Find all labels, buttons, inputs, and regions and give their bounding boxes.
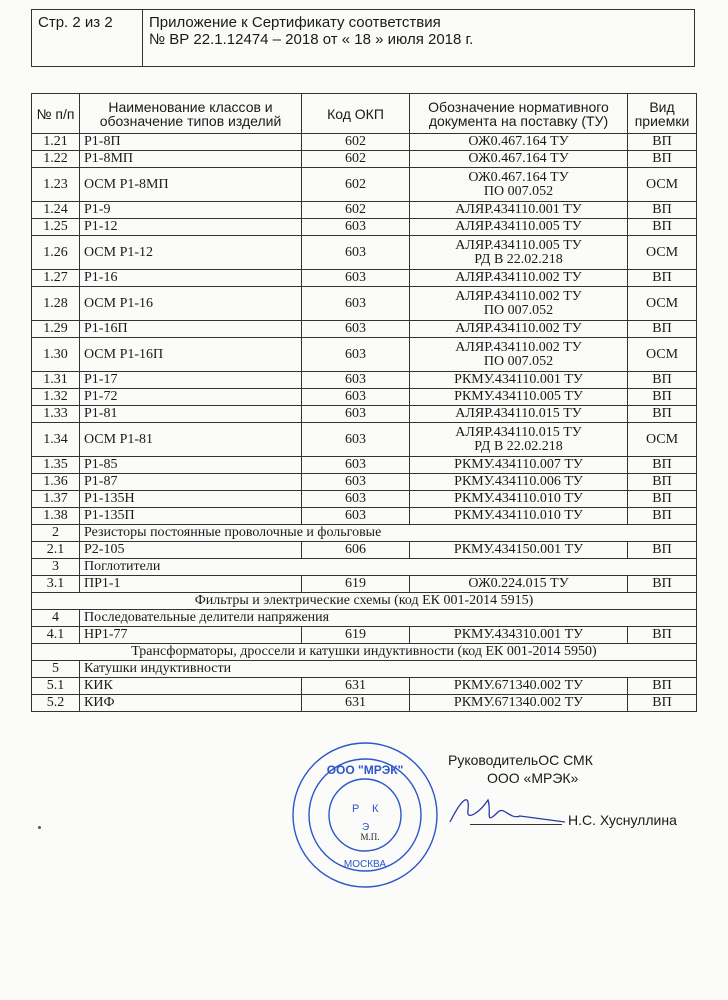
row-acceptance: ОСМ [628, 287, 697, 321]
header-line-1: Приложение к Сертификату соответствия [149, 14, 441, 31]
row-doc: ОЖ0.224.015 ТУ [410, 576, 628, 593]
row-acceptance: ВП [628, 270, 697, 287]
section-number: 4 [32, 610, 80, 627]
section-title: Катушки индуктивности [80, 661, 697, 678]
row-name: Р1-16П [80, 321, 302, 338]
row-acceptance: ВП [628, 695, 697, 712]
row-number: 1.21 [32, 134, 80, 151]
section-row [32, 610, 697, 627]
row-number: 1.34 [32, 423, 80, 457]
row-acceptance: ВП [628, 678, 697, 695]
table-row [32, 542, 697, 559]
table-row [32, 134, 697, 151]
section-title: Резисторы постоянные проволочные и фольговые [80, 525, 697, 542]
row-name: Р1-17 [80, 372, 302, 389]
signatory-name: Н.С. Хуснуллина [568, 812, 677, 828]
row-name: Р1-8МП [80, 151, 302, 168]
table-row [32, 270, 697, 287]
table-row [32, 287, 697, 321]
table-row [32, 678, 697, 695]
row-name: Р1-12 [80, 219, 302, 236]
row-acceptance: ВП [628, 372, 697, 389]
row-number: 1.29 [32, 321, 80, 338]
row-okp-code: 602 [302, 202, 410, 219]
row-okp-code: 603 [302, 491, 410, 508]
row-number: 5.2 [32, 695, 80, 712]
row-acceptance: ВП [628, 151, 697, 168]
row-number: 1.25 [32, 219, 80, 236]
row-okp-code: 603 [302, 287, 410, 321]
section-number: 5 [32, 661, 80, 678]
row-name: КИК [80, 678, 302, 695]
row-okp-code: 603 [302, 508, 410, 525]
row-number: 1.31 [32, 372, 80, 389]
stamp-top-text: ООО "МРЭК" [326, 763, 404, 777]
row-doc: ОЖ0.467.164 ТУ [410, 134, 628, 151]
section-row [32, 559, 697, 576]
row-doc: АЛЯР.434110.005 ТУ [410, 219, 628, 236]
row-name: ПР1-1 [80, 576, 302, 593]
row-okp-code: 603 [302, 236, 410, 270]
row-number: 1.27 [32, 270, 80, 287]
row-name: ОСМ Р1-16П [80, 338, 302, 372]
table-row [32, 474, 697, 491]
row-name: Р1-85 [80, 457, 302, 474]
row-doc: АЛЯР.434110.002 ТУ [410, 321, 628, 338]
row-doc: АЛЯР.434110.015 ТУ РД В 22.02.218 [410, 423, 628, 457]
row-acceptance: ОСМ [628, 423, 697, 457]
signature-line [470, 824, 562, 825]
row-okp-code: 603 [302, 406, 410, 423]
section-number: 3 [32, 559, 80, 576]
signatory-title: РуководительОС СМК [448, 752, 593, 768]
row-doc: ОЖ0.467.164 ТУ [410, 151, 628, 168]
table-row [32, 423, 697, 457]
row-acceptance: ОСМ [628, 236, 697, 270]
row-acceptance: ВП [628, 474, 697, 491]
company-stamp [290, 740, 440, 890]
row-okp-code: 603 [302, 219, 410, 236]
row-number: 1.24 [32, 202, 80, 219]
row-number: 1.26 [32, 236, 80, 270]
table-row [32, 236, 697, 270]
row-number: 1.36 [32, 474, 80, 491]
row-doc: РКМУ.434110.006 ТУ [410, 474, 628, 491]
row-name: Р1-81 [80, 406, 302, 423]
row-name: Р1-135П [80, 508, 302, 525]
row-number: 1.33 [32, 406, 80, 423]
table-row [32, 627, 697, 644]
table-row [32, 406, 697, 423]
row-number: 1.30 [32, 338, 80, 372]
stamp-letter-e: Э [362, 822, 370, 833]
row-okp-code: 619 [302, 627, 410, 644]
row-doc: АЛЯР.434110.002 ТУ ПО 007.052 [410, 287, 628, 321]
row-doc: РКМУ.434110.001 ТУ [410, 372, 628, 389]
row-okp-code: 603 [302, 338, 410, 372]
table-row [32, 202, 697, 219]
row-acceptance: ВП [628, 219, 697, 236]
row-doc: АЛЯР.434110.015 ТУ [410, 406, 628, 423]
table-row [32, 491, 697, 508]
row-number: 2.1 [32, 542, 80, 559]
stamp-mp-label: М.П. [360, 832, 380, 842]
row-okp-code: 603 [302, 389, 410, 406]
row-name: Р1-87 [80, 474, 302, 491]
row-okp-code: 603 [302, 457, 410, 474]
table-header-row [32, 94, 697, 134]
row-doc: РКМУ.434110.005 ТУ [410, 389, 628, 406]
row-name: ОСМ Р1-8МП [80, 168, 302, 202]
group-title: Фильтры и электрические схемы (код ЕК 001-2014 5915) [32, 593, 697, 610]
table-row [32, 151, 697, 168]
row-okp-code: 603 [302, 321, 410, 338]
signatory-company: ООО «МРЭК» [487, 770, 579, 786]
row-okp-code: 603 [302, 270, 410, 287]
row-number: 4.1 [32, 627, 80, 644]
header-line-2: № ВР 22.1.12474 – 2018 от « 18 » июля 2018 г. [149, 31, 474, 48]
row-acceptance: ВП [628, 406, 697, 423]
col-header-name: Наименование классов и обозначение типов изделий [80, 94, 302, 134]
section-row [32, 661, 697, 678]
row-acceptance: ВП [628, 202, 697, 219]
table-row [32, 695, 697, 712]
row-doc: АЛЯР.434110.002 ТУ ПО 007.052 [410, 338, 628, 372]
row-name: НР1-77 [80, 627, 302, 644]
row-number: 1.22 [32, 151, 80, 168]
col-header-acceptance: Вид приемки [628, 94, 697, 134]
scan-dot [38, 826, 41, 829]
row-okp-code: 631 [302, 695, 410, 712]
row-doc: ОЖ0.467.164 ТУ ПО 007.052 [410, 168, 628, 202]
row-doc: РКМУ.671340.002 ТУ [410, 678, 628, 695]
row-number: 1.37 [32, 491, 80, 508]
row-okp-code: 619 [302, 576, 410, 593]
page-number: Стр. 2 из 2 [32, 10, 143, 67]
table-row [32, 576, 697, 593]
row-number: 1.23 [32, 168, 80, 202]
row-doc: РКМУ.434310.001 ТУ [410, 627, 628, 644]
products-table [31, 93, 697, 712]
row-okp-code: 631 [302, 678, 410, 695]
row-number: 1.38 [32, 508, 80, 525]
stamp-bottom-text: МОСКВА [343, 859, 387, 870]
row-okp-code: 602 [302, 134, 410, 151]
section-number: 2 [32, 525, 80, 542]
row-okp-code: 602 [302, 151, 410, 168]
row-name: Р1-135Н [80, 491, 302, 508]
row-name: Р1-9 [80, 202, 302, 219]
row-doc: РКМУ.434110.007 ТУ [410, 457, 628, 474]
row-name: ОСМ Р1-16 [80, 287, 302, 321]
table-row [32, 219, 697, 236]
group-row [32, 644, 697, 661]
row-acceptance: ОСМ [628, 168, 697, 202]
row-okp-code: 603 [302, 372, 410, 389]
row-doc: АЛЯР.434110.005 ТУ РД В 22.02.218 [410, 236, 628, 270]
row-doc: АЛЯР.434110.001 ТУ [410, 202, 628, 219]
header-title [143, 10, 695, 67]
section-title: Последовательные делители напряжения [80, 610, 697, 627]
table-row [32, 372, 697, 389]
row-okp-code: 603 [302, 423, 410, 457]
table-row [32, 457, 697, 474]
row-acceptance: ОСМ [628, 338, 697, 372]
row-doc: РКМУ.434110.010 ТУ [410, 508, 628, 525]
section-row [32, 525, 697, 542]
group-title: Трансформаторы, дроссели и катушки индуктивности (код ЕК 001-2014 5950) [32, 644, 697, 661]
table-row [32, 168, 697, 202]
table-row [32, 508, 697, 525]
stamp-letter-r: Р [352, 803, 360, 815]
col-header-okp: Код ОКП [302, 94, 410, 134]
row-number: 5.1 [32, 678, 80, 695]
row-name: Р1-16 [80, 270, 302, 287]
row-acceptance: ВП [628, 542, 697, 559]
row-number: 1.35 [32, 457, 80, 474]
row-number: 1.32 [32, 389, 80, 406]
row-number: 1.28 [32, 287, 80, 321]
row-okp-code: 602 [302, 168, 410, 202]
row-okp-code: 606 [302, 542, 410, 559]
section-title: Поглотители [80, 559, 697, 576]
row-name: Р1-8П [80, 134, 302, 151]
table-body [32, 134, 697, 712]
row-acceptance: ВП [628, 457, 697, 474]
col-header-num: № п/п [32, 94, 80, 134]
row-acceptance: ВП [628, 134, 697, 151]
row-doc: РКМУ.434110.010 ТУ [410, 491, 628, 508]
row-doc: РКМУ.671340.002 ТУ [410, 695, 628, 712]
row-acceptance: ВП [628, 627, 697, 644]
row-acceptance: ВП [628, 389, 697, 406]
row-name: КИФ [80, 695, 302, 712]
row-name: ОСМ Р1-12 [80, 236, 302, 270]
row-acceptance: ВП [628, 491, 697, 508]
row-acceptance: ВП [628, 576, 697, 593]
row-name: ОСМ Р1-81 [80, 423, 302, 457]
row-doc: АЛЯР.434110.002 ТУ [410, 270, 628, 287]
row-number: 3.1 [32, 576, 80, 593]
row-acceptance: ВП [628, 321, 697, 338]
row-name: Р1-72 [80, 389, 302, 406]
table-row [32, 389, 697, 406]
row-name: Р2-105 [80, 542, 302, 559]
table-row [32, 321, 697, 338]
row-doc: РКМУ.434150.001 ТУ [410, 542, 628, 559]
row-acceptance: ВП [628, 508, 697, 525]
group-row [32, 593, 697, 610]
header-table [31, 9, 695, 67]
col-header-doc: Обозначение нормативного документа на поставку (ТУ) [410, 94, 628, 134]
row-okp-code: 603 [302, 474, 410, 491]
stamp-letter-k: К [372, 803, 379, 815]
table-row [32, 338, 697, 372]
